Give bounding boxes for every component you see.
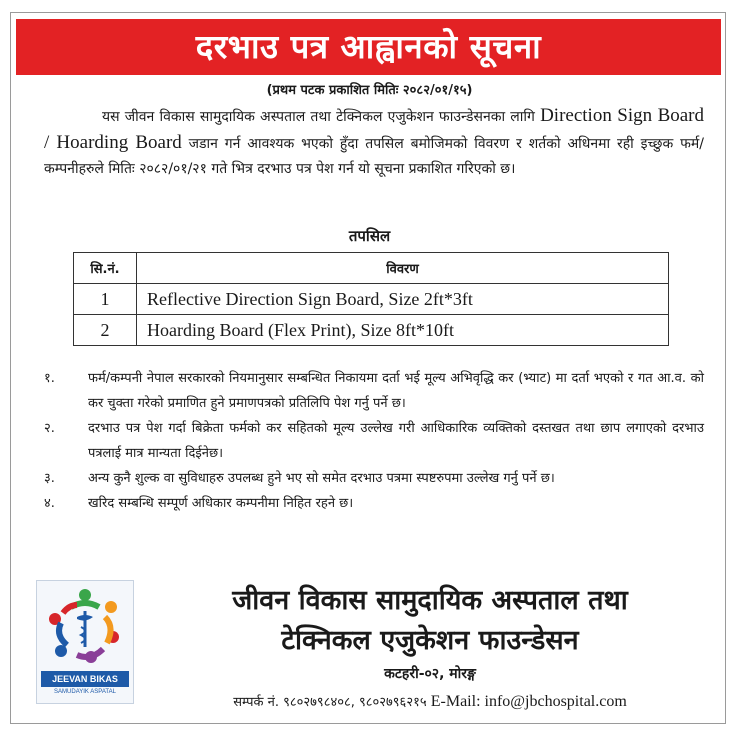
row-description: Hoarding Board (Flex Print), Size 8ft*10ft [137,315,669,346]
organization-name-line1: जीवन विकास सामुदायिक अस्पताल तथा [232,585,628,616]
term-item [44,466,704,491]
term-number: २. [44,421,55,436]
contact-line [150,692,710,711]
header-serial: सि.नं. [74,253,137,284]
people-circle-icon [41,585,129,669]
published-date-note: (प्रथम पटक प्रकाशित मितिः २०८२/०१/१५) [266,83,473,98]
organization-address: कटहरी-०२, मोरङ्ग [384,666,476,682]
term-number: ४. [44,496,55,511]
intro-text-2: जडान गर्न आवश्यक भएको हुँदा तपसिल बमोजिमको विवरण र शर्तको अधिनमा रही इच्छुक फर्म/कम्पनीहरुले मितिः २०८२/०१/२१ गते भित्र दरभाउ पत्र पेश गर्न यो सूचना प्रकाशित गरिएको छ। [44,136,704,177]
row-description: Reflective Direction Sign Board, Size 2ft*3ft [137,284,669,315]
row-serial: 1 [74,284,137,315]
term-text: खरिद सम्बन्धि सम्पूर्ण अधिकार कम्पनीमा निहित रहने छ। [88,496,354,511]
terms-list [44,366,704,516]
term-text: फर्म/कम्पनी नेपाल सरकारको नियमानुसार सम्बन्धित निकायमा दर्ता भई मूल्य अभिवृद्धि कर (भ्याट) मा दर्ता भएको र गत आ.व. को कर चुक्ता गरेको प्रमाणित हुने प्रमाणपत्रको प्रतिलिपि पेश गर्नु पर्ने छ। [88,371,704,411]
intro-paragraph [44,103,704,182]
logo-subtitle: SAMUDAYIK ASPATAL [54,689,116,695]
intro-text-1: यस जीवन विकास सामुदायिक अस्पताल तथा टेक्निकल एजुकेशन फाउन्डेसनका लागि [102,109,535,125]
contact-phone: सम्पर्क नं. ९८०२७९८४०८, ९८०२७९६२१५ [233,695,427,710]
term-item [44,491,704,516]
term-text: अन्य कुनै शुल्क वा सुविधाहरु उपलब्ध हुने भए सो समेत दरभाउ पत्रमा स्पष्टरुपमा उल्लेख गर्नु पर्ने छ। [88,471,555,486]
table-row [74,284,669,315]
term-text: दरभाउ पत्र पेश गर्दा बिक्रेता फर्मको कर सहितको मूल्य उल्लेख गरी आधिकारिक व्यक्तिको दस्तखत तथा छाप लगाएको दरभाउ पत्रलाई मात्र मान्यता दिईनेछ। [88,421,704,461]
notice-title: दरभाउ पत्र आह्वानको सूचना [16,19,721,75]
row-serial: 2 [74,315,137,346]
organization-name-line2: टेक्निकल एजुकेशन फाउन्डेसन [281,625,579,656]
hospital-logo [36,580,134,704]
table-header-row [74,253,669,284]
table-row [74,315,669,346]
term-number: १. [44,371,55,386]
intro-english-items: Direction Sign Board / Hoarding Board [44,105,705,153]
term-number: ३. [44,471,55,486]
header-description: विवरण [137,253,669,284]
logo-name: JEEVAN BIKAS [41,671,129,687]
table-heading: तपसिल [348,227,391,245]
term-item [44,366,704,416]
contact-email: E-Mail: info@jbchospital.com [430,693,627,710]
spec-table [73,252,669,346]
term-item [44,416,704,466]
